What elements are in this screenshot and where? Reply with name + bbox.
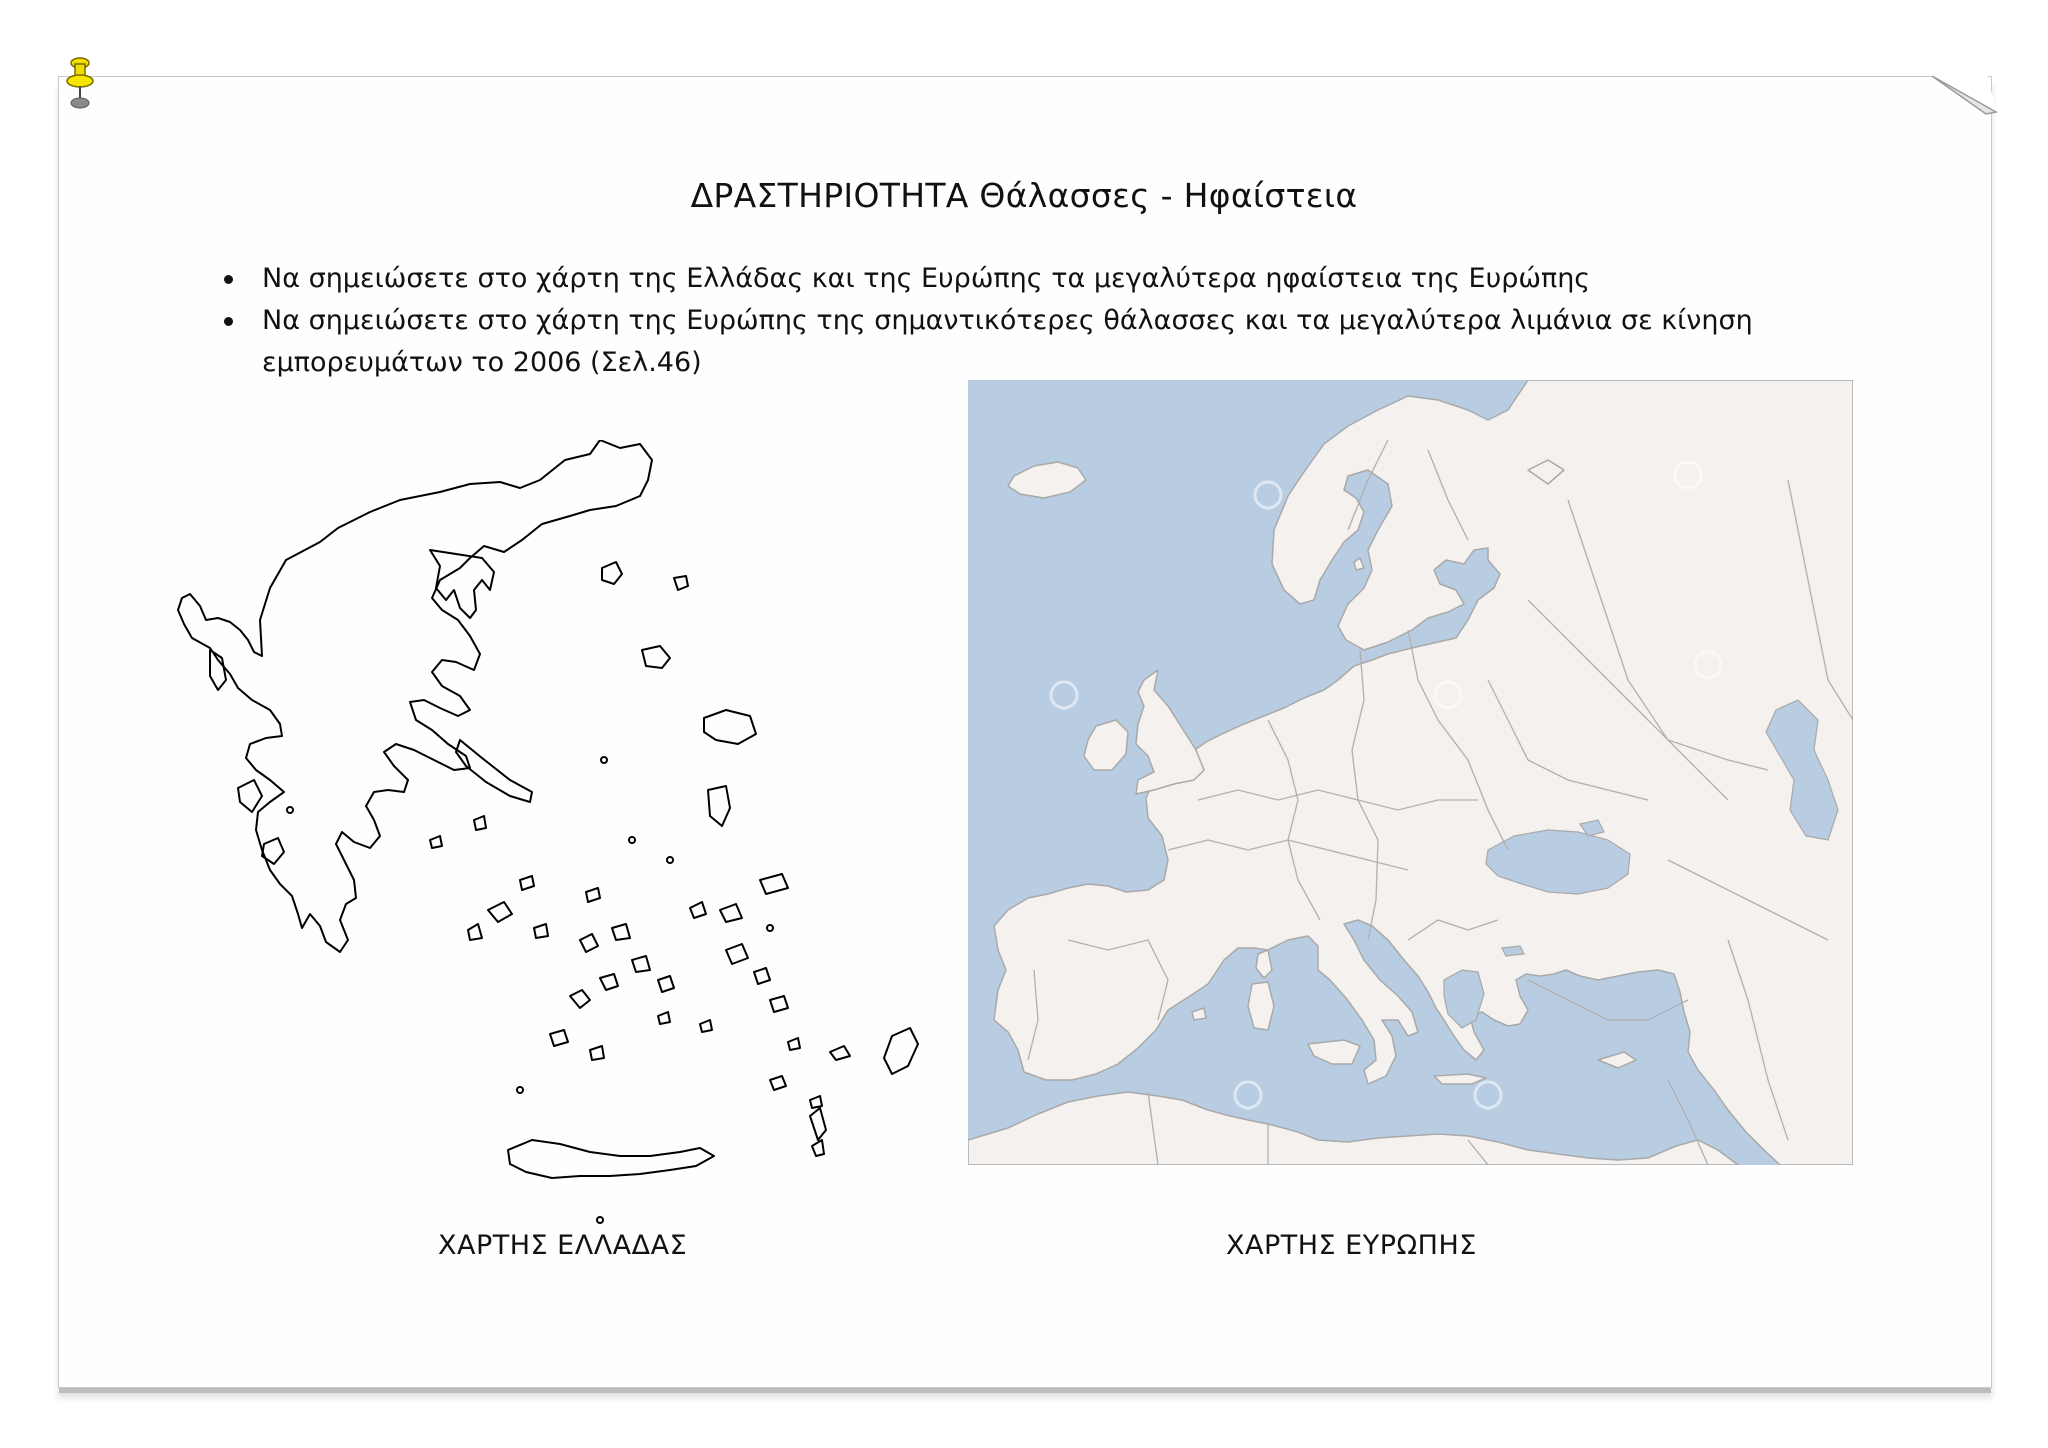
island-samothrace — [674, 576, 688, 590]
instruction-text: Να σημειώσετε στο χάρτη της Ελλάδας και της Ευρώπης τα μεγαλύτερα ηφαίστεια της Ευρώπης — [262, 263, 1591, 294]
island-euboea — [456, 740, 532, 802]
island-crete — [508, 1140, 714, 1178]
europe-map-caption: ΧΑΡΤΗΣ ΕΥΡΩΠΗΣ — [1226, 1230, 1477, 1261]
island-lesvos — [704, 710, 756, 744]
instruction-item — [224, 300, 1884, 384]
page-curl-icon — [1928, 72, 1998, 118]
europe-map — [968, 380, 1853, 1165]
worksheet-title: ΔΡΑΣΤΗΡΙΟΤΗΤΑ Θάλασσες - Ηφαίστεια — [690, 176, 1358, 215]
greece-mainland — [178, 440, 652, 952]
instruction-item — [224, 258, 1884, 300]
instruction-text: Να σημειώσετε στο χάρτη της Ευρώπης της σημαντικότερες θάλασσες και τα μεγαλύτερα λιμάνια σε κίνηση εμπορευμάτων το 2006 (Σελ.46) — [262, 305, 1753, 378]
island-chios — [708, 786, 730, 826]
greece-outline-map — [170, 440, 930, 1230]
marmara — [1502, 946, 1524, 956]
island-rhodes — [884, 1028, 918, 1074]
greece-map-caption: ΧΑΡΤΗΣ ΕΛΛΑΔΑΣ — [438, 1230, 688, 1261]
island-thasos — [602, 562, 622, 584]
bullet-icon — [224, 317, 233, 326]
island-lemnos — [642, 646, 670, 668]
bullet-icon — [224, 275, 233, 284]
island-corfu — [210, 650, 226, 690]
instruction-list — [224, 258, 1884, 384]
pushpin-icon — [62, 56, 98, 112]
sardinia — [1248, 982, 1274, 1030]
island-kefalonia — [238, 780, 262, 812]
